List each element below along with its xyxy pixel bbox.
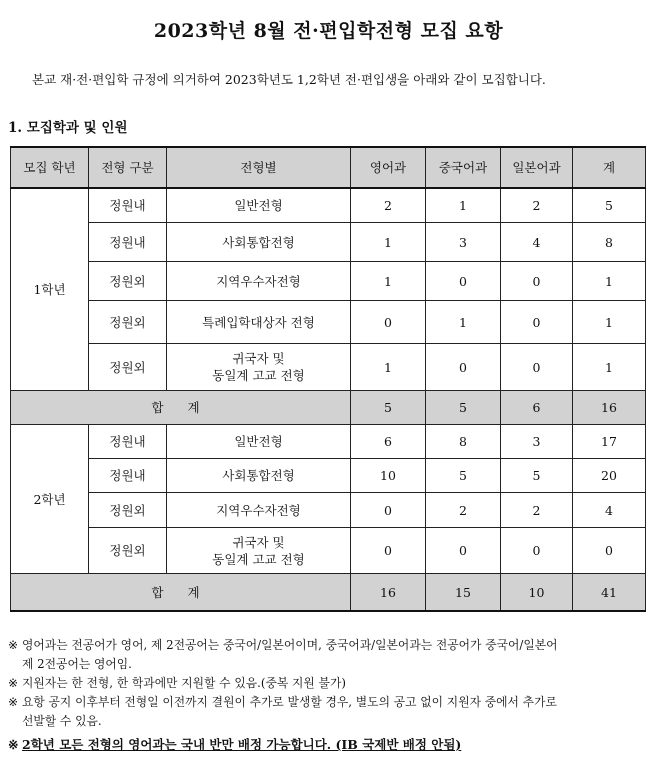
chinese-cell: 3 (426, 223, 501, 262)
english-cell: 0 (351, 528, 426, 574)
total-cell: 0 (573, 528, 646, 574)
track-cell: 지역우수자전형 (167, 262, 351, 301)
sum-chinese: 15 (426, 574, 501, 612)
japanese-cell: 4 (501, 223, 573, 262)
note-item (8, 636, 648, 655)
english-cell: 1 (351, 344, 426, 391)
note-text: 지원자는 한 전형, 한 학과에만 지원할 수 있음.(중복 지원 불가) (22, 676, 346, 690)
chinese-cell: 8 (426, 425, 501, 459)
note-text: 요항 공지 이후부터 전형일 이전까지 결원이 추가로 발생할 경우, 별도의 공고 없이 지원자 중에서 추가로 (22, 695, 557, 709)
header-english: 영어과 (351, 147, 426, 188)
page-title: 2023학년 8월 전·편입학전형 모집 요항 (153, 20, 504, 42)
track-cell (167, 344, 351, 391)
total-cell: 20 (573, 459, 646, 493)
type-cell: 정원외 (89, 528, 167, 574)
table-row (11, 223, 646, 262)
total-cell: 8 (573, 223, 646, 262)
sum-chinese: 5 (426, 391, 501, 425)
header-grade: 모집 학년 (11, 147, 89, 188)
table-row (11, 528, 646, 574)
header-track: 전형별 (167, 147, 351, 188)
section-heading: 1. 모집학과 및 인원 (8, 120, 128, 136)
table-header-row (11, 147, 646, 188)
track-cell: 사회통합전형 (167, 223, 351, 262)
sum-english: 5 (351, 391, 426, 425)
track-line-2: 동일계 고교 전형 (212, 551, 305, 567)
sum-label: 합 계 (11, 391, 351, 425)
note-item (8, 693, 648, 712)
japanese-cell: 3 (501, 425, 573, 459)
table-row (11, 301, 646, 344)
chinese-cell: 2 (426, 493, 501, 528)
track-line-1: 귀국자 및 (232, 534, 285, 550)
table-row (11, 344, 646, 391)
notes-section (8, 636, 648, 754)
table-row (11, 425, 646, 459)
type-cell: 정원내 (89, 188, 167, 223)
chinese-cell: 0 (426, 262, 501, 301)
track-line-1: 귀국자 및 (232, 351, 285, 366)
table-row (11, 188, 646, 223)
table-row (11, 459, 646, 493)
total-cell: 4 (573, 493, 646, 528)
track-cell: 지역우수자전형 (167, 493, 351, 528)
total-cell: 17 (573, 425, 646, 459)
chinese-cell: 1 (426, 301, 501, 344)
track-cell: 사회통합전형 (167, 459, 351, 493)
english-cell: 2 (351, 188, 426, 223)
intro-text: 본교 재·전·편입학 규정에 의거하여 2023학년도 1,2학년 전·편입생을 아래와 같이 모집합니다. (32, 72, 546, 87)
note-mark: ※ (8, 695, 18, 709)
note-text: 2학년 모든 전형의 영어과는 국내 반만 배정 가능합니다. (IB 국제반 배정 안됨) (22, 737, 462, 752)
japanese-cell: 2 (501, 188, 573, 223)
sum-japanese: 6 (501, 391, 573, 425)
english-cell: 0 (351, 301, 426, 344)
japanese-cell: 0 (501, 528, 573, 574)
header-type: 전형 구분 (89, 147, 167, 188)
note-text: 영어과는 전공어가 영어, 제 2전공어는 중국어/일본어이며, 중국어과/일본어과는 전공어가 중국어/일본어 (22, 638, 558, 652)
track-cell: 일반전형 (167, 425, 351, 459)
track-cell (167, 528, 351, 574)
header-chinese: 중국어과 (426, 147, 501, 188)
type-cell: 정원외 (89, 344, 167, 391)
type-cell: 정원내 (89, 459, 167, 493)
english-cell: 10 (351, 459, 426, 493)
track-line-2: 동일계 고교 전형 (212, 368, 305, 383)
table-row (11, 493, 646, 528)
sum-row (11, 391, 646, 425)
english-cell: 6 (351, 425, 426, 459)
total-cell: 1 (573, 301, 646, 344)
type-cell: 정원외 (89, 301, 167, 344)
grade-cell: 1학년 (11, 188, 89, 391)
admission-table (10, 146, 646, 612)
table-row (11, 262, 646, 301)
chinese-cell: 1 (426, 188, 501, 223)
header-total: 계 (573, 147, 646, 188)
header-japanese: 일본어과 (501, 147, 573, 188)
note-continuation (8, 655, 648, 674)
chinese-cell: 5 (426, 459, 501, 493)
grade-cell: 2학년 (11, 425, 89, 574)
sum-english: 16 (351, 574, 426, 612)
sum-total: 41 (573, 574, 646, 612)
english-cell: 1 (351, 262, 426, 301)
type-cell: 정원내 (89, 425, 167, 459)
total-cell: 5 (573, 188, 646, 223)
sum-total: 16 (573, 391, 646, 425)
english-cell: 0 (351, 493, 426, 528)
japanese-cell: 0 (501, 301, 573, 344)
track-cell: 일반전형 (167, 188, 351, 223)
note-text: 제 2전공어는 영어임. (22, 657, 132, 671)
chinese-cell: 0 (426, 528, 501, 574)
note-item-emphasis (8, 735, 648, 754)
type-cell: 정원외 (89, 262, 167, 301)
japanese-cell: 2 (501, 493, 573, 528)
note-mark: ※ (8, 676, 18, 690)
track-cell: 특례입학대상자 전형 (167, 301, 351, 344)
note-continuation (8, 712, 648, 731)
type-cell: 정원외 (89, 493, 167, 528)
japanese-cell: 5 (501, 459, 573, 493)
english-cell: 1 (351, 223, 426, 262)
chinese-cell: 0 (426, 344, 501, 391)
sum-label: 합 계 (11, 574, 351, 612)
note-text: 선발할 수 있음. (22, 714, 102, 728)
sum-row (11, 574, 646, 612)
japanese-cell: 0 (501, 262, 573, 301)
total-cell: 1 (573, 344, 646, 391)
sum-japanese: 10 (501, 574, 573, 612)
japanese-cell: 0 (501, 344, 573, 391)
note-mark: ※ (8, 737, 19, 752)
type-cell: 정원내 (89, 223, 167, 262)
note-mark: ※ (8, 638, 18, 652)
total-cell: 1 (573, 262, 646, 301)
note-item (8, 674, 648, 693)
